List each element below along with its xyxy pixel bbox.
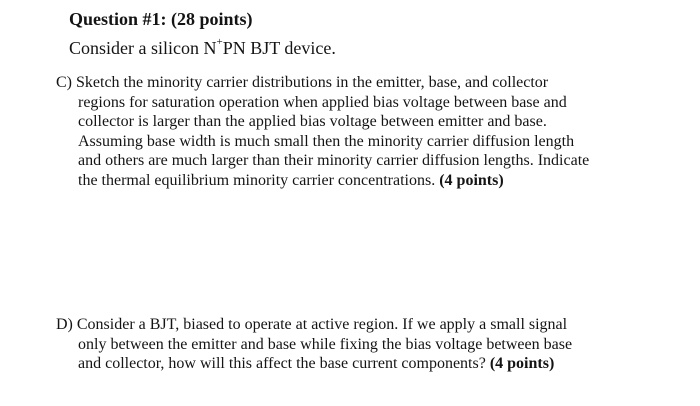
part-c bbox=[56, 73, 589, 191]
part-c-last-line bbox=[56, 171, 589, 191]
part-c-line: and others are much larger than their minority carrier diffusion lengths. Indicate bbox=[78, 152, 590, 170]
intro-superscript: + bbox=[216, 36, 223, 48]
part-d-line: D) Consider a BJT, biased to operate at active region. If we apply a small signal bbox=[56, 316, 568, 333]
part-c-line: regions for saturation operation when applied bias voltage between base and bbox=[78, 93, 567, 111]
part-d-line: only between the emitter and base while fixing the bias voltage between base bbox=[78, 335, 573, 353]
part-c-line: C) Sketch the minority carrier distributions in the emitter, base, and collector bbox=[56, 74, 549, 91]
intro-text-start: Consider a silicon N bbox=[69, 38, 217, 58]
intro-text-end: PN BJT device. bbox=[222, 38, 336, 58]
part-c-line: collector is larger than the applied bias voltage between emitter and base. bbox=[78, 113, 547, 131]
question-intro bbox=[69, 37, 336, 59]
part-c-points: (4 points) bbox=[439, 171, 504, 189]
part-d-line: and collector, how will this affect the base current components? bbox=[78, 355, 490, 373]
part-d-points: (4 points) bbox=[489, 355, 555, 373]
part-c-line: the thermal equilibrium minority carrier concentrations. bbox=[78, 171, 440, 189]
part-d bbox=[56, 315, 572, 374]
part-d-last-line bbox=[56, 354, 572, 374]
part-c-line: Assuming base width is much small then the minority carrier diffusion length bbox=[78, 132, 575, 150]
question-title: Question #1: (28 points) bbox=[69, 9, 253, 29]
